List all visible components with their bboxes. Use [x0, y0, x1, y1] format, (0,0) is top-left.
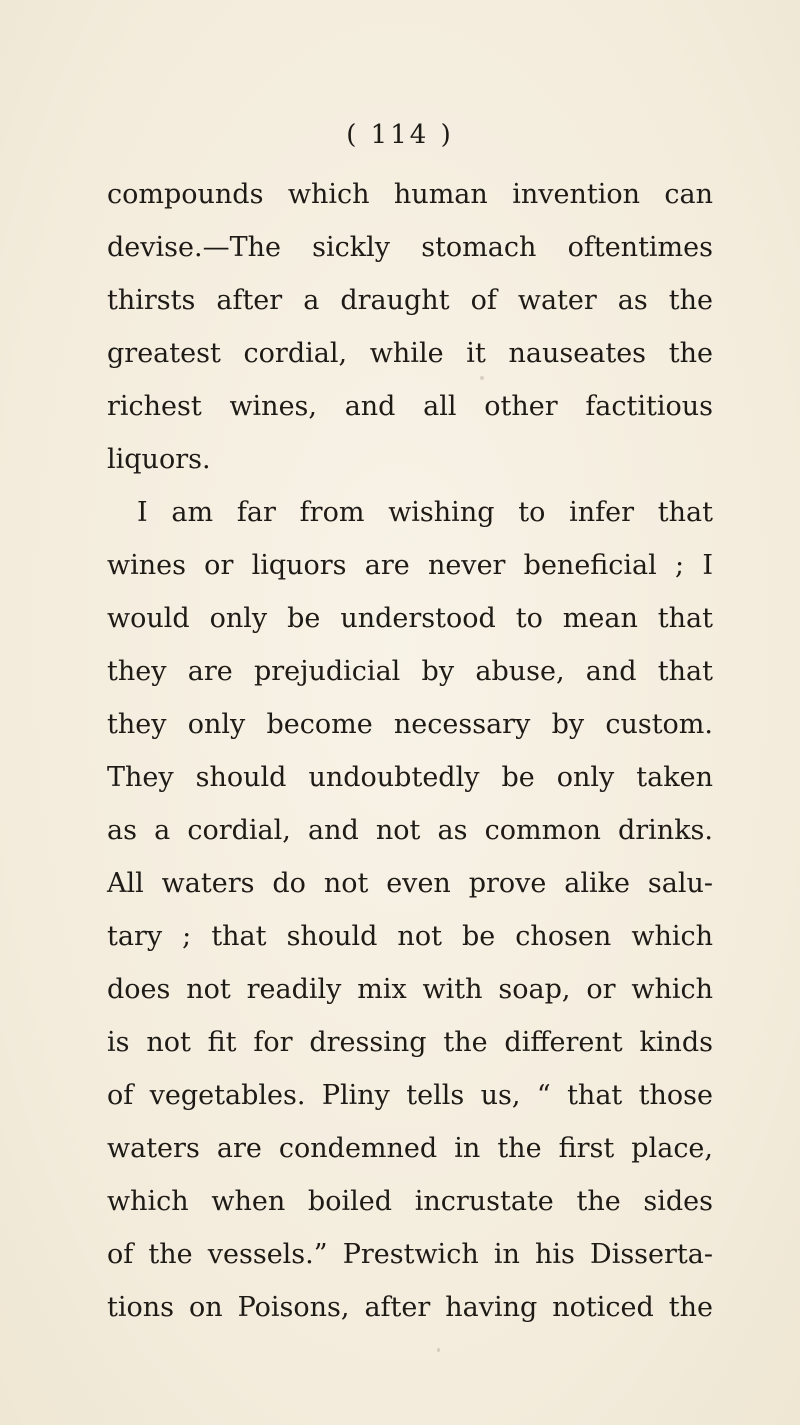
- text-line: of vegetables. Pliny tells us, “ that those: [107, 1080, 713, 1111]
- paper-speck: [480, 376, 484, 380]
- paper-speck: [437, 1348, 440, 1352]
- text-line: tary ; that should not be chosen which: [107, 921, 713, 952]
- text-line: waters are condemned in the first place,: [107, 1133, 713, 1164]
- page-number: ( 114 ): [346, 120, 454, 150]
- paragraph-start-line: I am far from wishing to infer that: [137, 497, 713, 528]
- text-line: does not readily mix with soap, or which: [107, 974, 713, 1005]
- text-line: greatest cordial, while it nauseates the: [107, 338, 713, 369]
- text-line: They should undoubtedly be only taken: [107, 762, 713, 793]
- text-line: which when boiled incrustate the sides: [107, 1186, 713, 1217]
- text-line: they are prejudicial by abuse, and that: [107, 656, 713, 687]
- text-line: tions on Poisons, after having noticed the: [107, 1292, 713, 1323]
- text-line: compounds which human invention can: [107, 179, 713, 210]
- text-line: devise.—The sickly stomach oftentimes: [107, 232, 713, 263]
- text-line: is not fit for dressing the different kinds: [107, 1027, 713, 1058]
- text-line: as a cordial, and not as common drinks.: [107, 815, 713, 846]
- text-line: thirsts after a draught of water as the: [107, 285, 713, 316]
- text-line: of the vessels.” Prestwich in his Disserta-: [107, 1239, 713, 1270]
- text-line: liquors.: [107, 444, 211, 475]
- text-line: wines or liquors are never beneficial ; I: [107, 550, 713, 581]
- text-line: they only become necessary by custom.: [107, 709, 713, 740]
- body-text: [107, 168, 713, 1334]
- text-line: richest wines, and all other factitious: [107, 391, 713, 422]
- text-line: would only be understood to mean that: [107, 603, 713, 634]
- text-line: All waters do not even prove alike salu-: [107, 868, 713, 899]
